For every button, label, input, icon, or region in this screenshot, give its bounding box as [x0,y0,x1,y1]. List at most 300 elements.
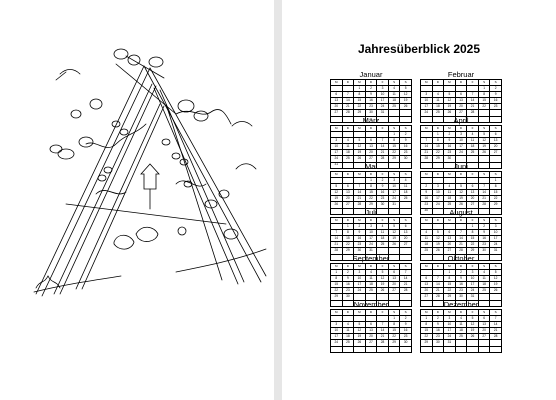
day-cell: 26 [354,156,366,162]
day-cell: 25 [388,104,400,110]
day-cell: 2 [444,132,456,138]
day-cell: 23 [377,196,389,202]
day-cell: 12 [388,230,400,236]
day-cell: 7 [331,230,343,236]
day-cell: 6 [490,132,502,138]
weekday-cell: M [354,218,366,224]
day-cell: 8 [432,138,444,144]
month-name: Januar [359,70,383,79]
day-cell: 18 [444,196,456,202]
day-cell: 23 [455,288,467,294]
day-cell: 31 [444,340,456,346]
weekday-cell: F [467,264,479,270]
day-cell: 9 [400,138,412,144]
day-cell: 29 [421,340,433,346]
day-cell: 6 [467,184,479,190]
weekday-cell: F [467,172,479,178]
weekday-cell: S [478,126,490,132]
day-cell: 12 [444,98,456,104]
day-cell: 26 [467,334,479,340]
weekday-cell: S [400,126,412,132]
weekday-cell: S [478,218,490,224]
day-cell [388,346,400,352]
day-cell: 5 [354,138,366,144]
day-cell: 8 [444,276,456,282]
weekday-cell: M [421,172,433,178]
weekday-cell: D [455,310,467,316]
day-cell: 16 [354,236,366,242]
day-cell: 25 [400,196,412,202]
day-cell: 28 [377,156,389,162]
day-cell: 27 [490,150,502,156]
weekday-cell: D [455,264,467,270]
day-cell: 17 [455,144,467,150]
day-cell: 13 [467,190,479,196]
day-cell: 21 [342,104,354,110]
day-cell: 15 [478,98,490,104]
day-cell: 3 [377,86,389,92]
weekday-cell: S [388,172,400,178]
weekday-cell: F [377,80,389,86]
month-5 [330,162,412,215]
weekday-cell: S [490,172,502,178]
day-cell: 12 [478,138,490,144]
day-cell: 19 [388,236,400,242]
day-cell: 19 [467,328,479,334]
day-cell: 20 [331,104,343,110]
weekday-cell: M [421,264,433,270]
day-cell: 11 [421,236,433,242]
day-cell: 25 [342,156,354,162]
day-cell: 14 [400,276,412,282]
day-cell: 15 [365,190,377,196]
day-cell: 1 [331,270,343,276]
weekday-cell: D [365,264,377,270]
day-cell: 18 [400,190,412,196]
day-cell: 4 [342,138,354,144]
day-cell: 28 [400,288,412,294]
day-cell: 22 [388,334,400,340]
weekday-cell: D [365,310,377,316]
day-cell: 23 [400,150,412,156]
day-cell: 11 [365,276,377,282]
day-cell: 17 [377,98,389,104]
day-cell: 2 [354,224,366,230]
week-row [331,346,412,352]
day-cell: 2 [432,316,444,322]
weekday-cell: M [444,264,456,270]
day-cell: 25 [478,288,490,294]
weekday-cell: D [365,172,377,178]
day-cell: 25 [455,334,467,340]
weekday-cell: M [331,172,343,178]
day-cell: 6 [478,316,490,322]
weekday-cell: D [455,172,467,178]
day-cell: 10 [467,276,479,282]
day-cell: 4 [467,132,479,138]
day-cell: 5 [388,224,400,230]
day-cell: 26 [377,288,389,294]
weekday-cell: S [490,310,502,316]
day-cell: 30 [478,248,490,254]
day-cell: 15 [444,282,456,288]
day-cell: 23 [421,202,433,208]
day-cell: 20 [490,144,502,150]
month-6 [420,162,502,215]
day-cell [478,346,490,352]
day-cell: 2 [400,132,412,138]
day-cell: 3 [467,270,479,276]
day-cell: 24 [365,242,377,248]
day-cell: 13 [490,138,502,144]
day-cell: 16 [478,236,490,242]
day-cell: 31 [365,248,377,254]
day-cell: 11 [467,138,479,144]
weekday-cell: D [432,126,444,132]
day-cell: 13 [365,328,377,334]
trellis-illustration [26,44,272,304]
day-cell: 5 [455,184,467,190]
day-cell: 15 [388,144,400,150]
day-cell [444,346,456,352]
day-cell: 21 [400,282,412,288]
day-cell: 3 [432,184,444,190]
day-cell: 8 [421,322,433,328]
weekday-cell: F [467,218,479,224]
day-cell: 10 [421,98,433,104]
day-cell: 3 [490,224,502,230]
day-cell: 3 [365,224,377,230]
weekday-cell: S [490,80,502,86]
day-cell: 2 [421,184,433,190]
day-cell: 19 [432,242,444,248]
day-cell: 29 [388,156,400,162]
day-cell [342,346,354,352]
day-cell [490,346,502,352]
month-7 [330,208,412,261]
day-cell: 12 [354,328,366,334]
day-cell: 31 [490,248,502,254]
day-cell: 9 [478,230,490,236]
day-cell [421,346,433,352]
day-cell: 20 [342,196,354,202]
day-cell: 5 [331,184,343,190]
day-cell: 26 [354,340,366,346]
day-cell: 22 [388,150,400,156]
day-cell: 13 [365,144,377,150]
day-cell: 27 [400,242,412,248]
day-cell: 2 [490,86,502,92]
day-cell: 18 [342,334,354,340]
weekday-cell: M [444,126,456,132]
weekday-cell: S [400,218,412,224]
day-cell: 10 [365,230,377,236]
weekday-cell: S [490,218,502,224]
day-cell: 6 [365,322,377,328]
day-cell: 11 [342,144,354,150]
day-cell: 5 [444,92,456,98]
day-cell: 20 [478,328,490,334]
day-cell: 27 [444,248,456,254]
right-page [282,0,556,400]
weekday-cell: F [467,126,479,132]
day-cell: 1 [388,132,400,138]
weekday-cell: M [331,264,343,270]
day-cell: 12 [432,236,444,242]
day-cell: 5 [377,270,389,276]
day-cell: 20 [400,236,412,242]
day-cell: 21 [331,242,343,248]
month-11 [330,300,412,353]
day-cell: 8 [478,92,490,98]
day-cell: 10 [331,328,343,334]
day-cell: 22 [467,242,479,248]
day-cell: 18 [421,242,433,248]
day-cell: 11 [377,230,389,236]
weekday-cell: D [342,218,354,224]
day-cell: 14 [490,322,502,328]
day-cell: 30 [432,340,444,346]
day-cell: 20 [455,104,467,110]
day-cell: 6 [388,270,400,276]
day-cell: 19 [478,144,490,150]
day-cell: 3 [331,138,343,144]
day-cell [400,346,412,352]
day-cell: 25 [444,202,456,208]
weekday-cell: D [342,126,354,132]
day-cell: 9 [421,190,433,196]
day-cell: 7 [455,230,467,236]
day-cell: 11 [400,184,412,190]
day-cell: 17 [444,328,456,334]
day-cell: 29 [432,156,444,162]
day-cell: 3 [354,270,366,276]
day-cell: 21 [354,196,366,202]
day-cell: 26 [455,202,467,208]
weekday-cell: M [421,80,433,86]
month-name: Juni [454,162,468,171]
weekday-cell: S [388,80,400,86]
month-4 [420,116,502,169]
weekday-cell: M [444,172,456,178]
day-cell: 14 [432,282,444,288]
page-gap [274,0,282,400]
day-cell: 17 [467,282,479,288]
day-cell: 1 [421,316,433,322]
day-cell: 1 [490,178,502,184]
weekday-cell: M [331,126,343,132]
day-cell: 20 [388,282,400,288]
day-cell: 11 [388,92,400,98]
day-cell: 30 [400,156,412,162]
day-cell: 12 [455,190,467,196]
day-cell: 3 [331,322,343,328]
day-cell: 13 [478,322,490,328]
weekday-cell: D [342,264,354,270]
day-cell: 22 [354,104,366,110]
day-cell: 23 [365,104,377,110]
month-name: April [453,116,469,125]
day-cell: 8 [331,276,343,282]
day-cell: 26 [331,202,343,208]
weekday-cell: M [354,172,366,178]
day-cell: 17 [331,334,343,340]
weekday-cell: D [455,126,467,132]
day-cell [365,346,377,352]
weekday-cell: M [444,218,456,224]
day-cell: 29 [467,248,479,254]
weekday-cell: D [432,172,444,178]
weekday-cell: M [354,310,366,316]
weekday-cell: M [421,218,433,224]
day-cell: 14 [354,190,366,196]
day-cell: 20 [365,150,377,156]
day-cell: 13 [388,276,400,282]
weekday-cell: F [377,310,389,316]
day-cell: 24 [377,104,389,110]
day-cell: 4 [342,322,354,328]
day-cell: 29 [365,202,377,208]
day-cell: 19 [377,282,389,288]
day-cell: 1 [444,270,456,276]
day-cell: 6 [421,276,433,282]
day-cell: 24 [467,288,479,294]
day-cell: 4 [365,270,377,276]
month-name: Dezember [443,300,479,309]
day-cell: 27 [365,340,377,346]
weekday-cell: D [432,80,444,86]
day-cell: 25 [421,248,433,254]
day-cell: 5 [354,322,366,328]
day-cell: 23 [354,242,366,248]
day-cell: 28 [421,156,433,162]
weekday-cell: S [478,80,490,86]
day-cell: 9 [377,184,389,190]
day-cell: 29 [354,110,366,116]
month-9 [330,254,412,307]
day-cell: 18 [342,150,354,156]
day-cell: 9 [490,92,502,98]
month-name: Oktober [447,254,475,263]
weekday-cell: F [377,264,389,270]
weekday-cell: D [365,126,377,132]
month-1 [330,70,412,123]
day-cell: 4 [400,178,412,184]
day-cell: 4 [388,86,400,92]
day-cell: 28 [354,202,366,208]
day-cell: 28 [331,248,343,254]
day-cell: 17 [354,282,366,288]
weekday-cell: S [400,310,412,316]
day-cell: 28 [342,110,354,116]
day-cell: 30 [421,208,433,214]
day-cell: 17 [490,236,502,242]
day-cell: 14 [331,236,343,242]
day-cell: 29 [444,294,456,300]
day-cell: 2 [342,270,354,276]
month-name: Juli [365,208,377,217]
day-cell: 21 [377,150,389,156]
day-cell: 8 [490,184,502,190]
day-cell: 14 [467,98,479,104]
day-cell: 18 [455,328,467,334]
day-cell: 24 [421,110,433,116]
day-cell: 10 [444,322,456,328]
day-cell: 2 [478,224,490,230]
day-cell: 7 [467,92,479,98]
day-cell: 25 [377,242,389,248]
weekday-cell: M [354,80,366,86]
day-cell: 25 [342,340,354,346]
day-cell: 28 [490,334,502,340]
day-cell: 21 [478,196,490,202]
day-cell [377,346,389,352]
month-name: Mai [364,162,378,171]
day-cell: 7 [377,138,389,144]
day-cell: 1 [432,132,444,138]
weekday-cell: S [478,310,490,316]
day-cell: 13 [455,98,467,104]
day-cell: 26 [490,288,502,294]
day-cell [432,346,444,352]
day-cell: 13 [331,98,343,104]
day-cell: 31 [377,110,389,116]
day-cell: 23 [342,288,354,294]
day-cell: 28 [455,248,467,254]
day-cell: 29 [342,248,354,254]
day-cell: 31 [388,202,400,208]
weekday-cell: S [388,310,400,316]
day-cell: 5 [478,132,490,138]
day-cell: 5 [432,230,444,236]
day-cell: 25 [365,288,377,294]
day-cell: 5 [490,270,502,276]
week-row [421,346,502,352]
day-cell: 4 [377,224,389,230]
day-cell: 22 [444,288,456,294]
day-cell: 6 [444,230,456,236]
month-name: März [362,116,380,125]
day-cell: 29 [388,340,400,346]
day-cell: 11 [342,328,354,334]
day-cell: 7 [377,322,389,328]
weekday-cell: S [400,172,412,178]
day-cell: 9 [365,92,377,98]
day-cell: 16 [377,190,389,196]
weekday-cell: M [444,80,456,86]
day-cell: 12 [467,322,479,328]
day-cell: 11 [432,98,444,104]
month-10 [420,254,502,307]
left-page [0,0,274,400]
day-cell: 8 [365,184,377,190]
day-cell: 10 [388,184,400,190]
day-cell: 18 [388,98,400,104]
day-cell: 21 [377,334,389,340]
day-cell: 21 [490,328,502,334]
weekday-cell: F [377,218,389,224]
day-cell: 5 [400,86,412,92]
day-cell: 19 [490,282,502,288]
day-cell: 21 [467,104,479,110]
month-3 [330,116,412,169]
day-cell: 10 [377,92,389,98]
day-cell: 24 [490,242,502,248]
day-cell: 21 [432,288,444,294]
day-cell: 24 [331,340,343,346]
day-cell: 14 [478,190,490,196]
day-cell: 13 [400,230,412,236]
